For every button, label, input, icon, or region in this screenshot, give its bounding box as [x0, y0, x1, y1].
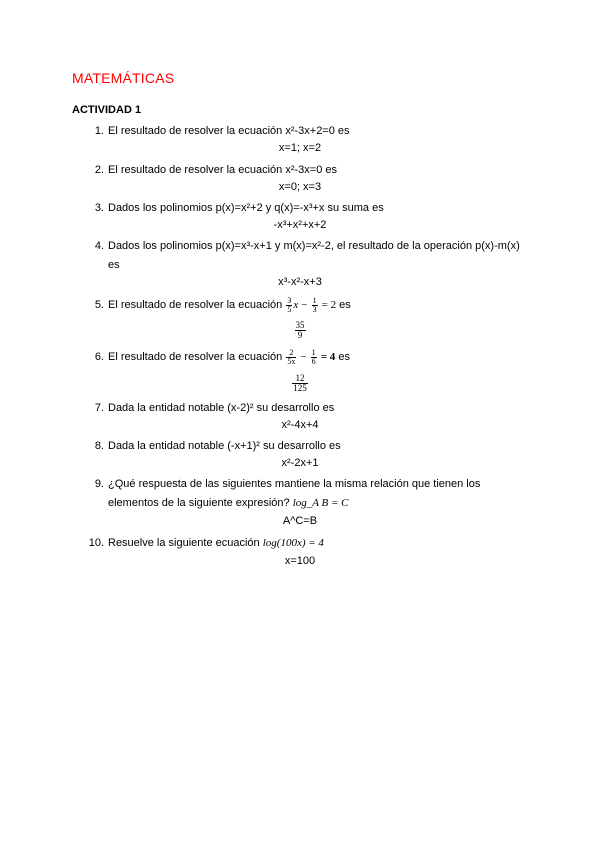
answer-fraction: $\frac{35}{9}$: [295, 320, 305, 340]
answer: [200, 321, 400, 340]
answer: x=0; x=3: [278, 181, 322, 193]
question-number: 1.: [94, 125, 104, 137]
question-text: El resultado de resolver la ecuación x²-3x+2=0 es: [108, 125, 350, 137]
question-number: 6.: [94, 351, 104, 363]
equation-variable: x: [293, 299, 299, 311]
question-text: El resultado de resolver la ecuación x²-3x=0 es: [108, 164, 337, 176]
question-number: 2.: [94, 164, 104, 176]
question-number: 10.: [88, 537, 104, 549]
answer: x²-2x+1: [281, 457, 319, 469]
activity-heading: ACTIVIDAD 1: [72, 104, 142, 116]
answer-fraction: $\frac{12}{125}$: [293, 373, 307, 393]
question-text: Dados los polinomios p(x)=x²+2 y q(x)=-x³+x su suma es: [108, 202, 384, 214]
question-text-end: es: [338, 351, 350, 363]
question-number: 3.: [94, 202, 104, 214]
answer: [200, 374, 400, 393]
answer: A^C=B: [282, 515, 318, 527]
question-text: Dada la entidad notable (-x+1)² su desarrollo es: [108, 440, 341, 452]
log-expression: log(100x) = 4: [262, 537, 324, 549]
answer: -x³+x²+x+2: [273, 219, 327, 231]
fraction: $\frac{1}{6}$: [311, 347, 316, 366]
question-number: 9.: [94, 478, 104, 490]
answer: x=1; x=2: [278, 142, 322, 154]
fraction: $\frac{2}{5x}$: [287, 347, 296, 366]
answer: x³-x²-x+3: [278, 276, 322, 288]
answer: x²-4x+4: [281, 419, 319, 431]
page-title: MATEMÁTICAS: [72, 70, 175, 86]
equation-operator: −: [301, 299, 308, 311]
question-number: 4.: [94, 240, 104, 252]
question-number: 5.: [94, 299, 104, 311]
question-number: 8.: [94, 440, 104, 452]
question-text: ¿Qué respuesta de las siguientes mantiene la misma relación que tienen los elementos de la siguiente expresión?: [108, 478, 481, 509]
question-text: Dada la entidad notable (x-2)² su desarrollo es: [108, 402, 335, 414]
question-text: El resultado de resolver la ecuación: [108, 299, 283, 311]
question-text: El resultado de resolver la ecuación: [108, 351, 283, 363]
question-text-end: es: [339, 299, 351, 311]
question-text: Resuelve la siguiente ecuación: [108, 537, 260, 549]
fraction: $\frac{3}{5}$: [287, 295, 292, 314]
question-number: 7.: [94, 402, 104, 414]
question-text: Dados los polinomios p(x)=x³-x+1 y m(x)=x²-2, el resultado de la operación p(x)-m(x) es: [108, 240, 520, 271]
equation-operator: −: [300, 351, 307, 363]
log-expression: log_A B = C: [292, 497, 349, 509]
equation-rhs: = 2: [321, 299, 337, 311]
equation-rhs: = 4: [320, 351, 336, 363]
fraction: $\frac{1}{3}$: [312, 295, 317, 314]
answer: x=100: [284, 555, 316, 567]
